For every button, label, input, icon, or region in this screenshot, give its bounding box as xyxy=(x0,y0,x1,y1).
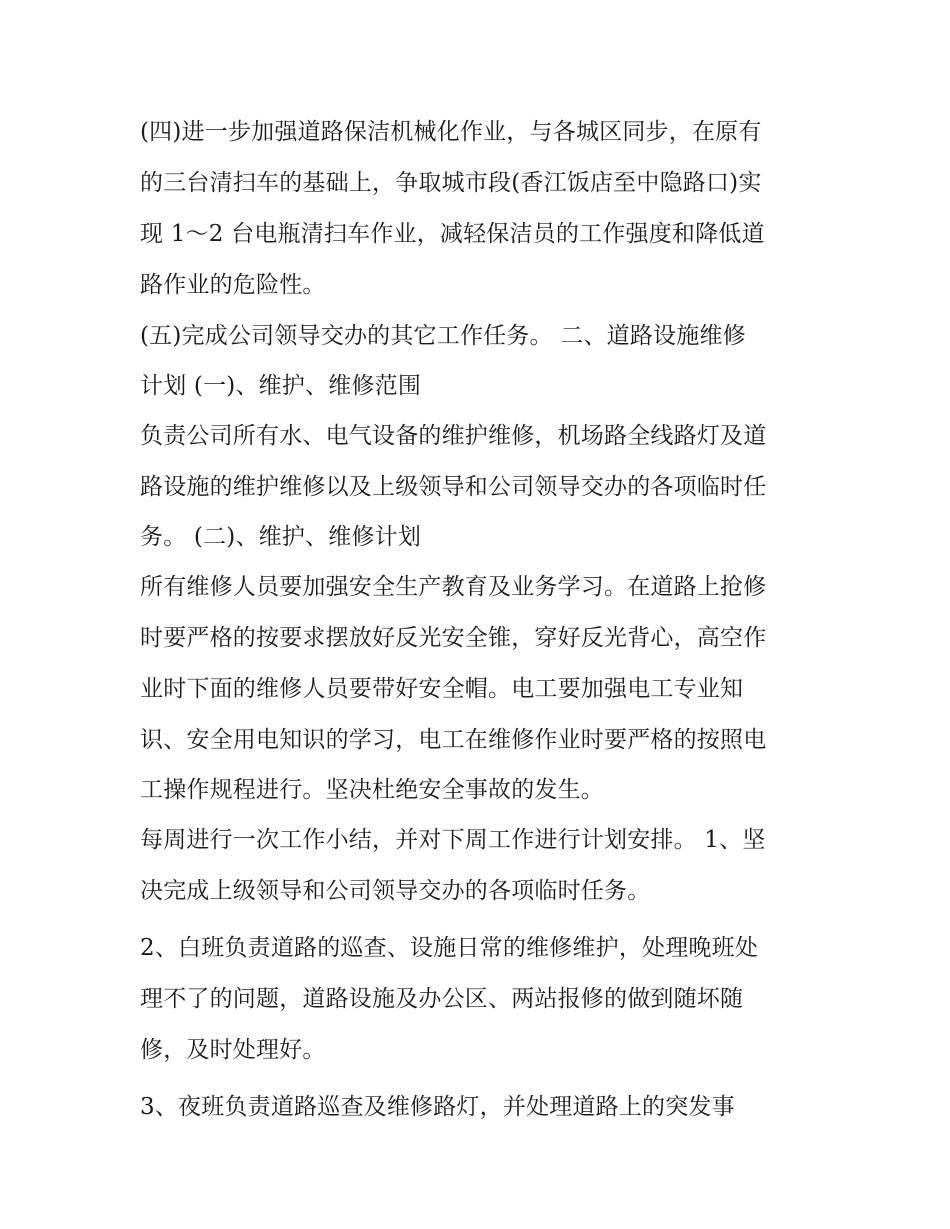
text-line-19: 修，及时处理好。 xyxy=(140,1037,326,1063)
text-line-10: 所有维修人员要加强安全生产教育及业务学习。在道路上抢修 xyxy=(140,574,767,600)
text-line-18: 理不了的问题，道路设施及办公区、两站报修的做到随坏随 xyxy=(140,986,744,1012)
text-line-16: 决完成上级领导和公司领导交办的各项临时任务。 xyxy=(140,878,651,904)
text-line-7: 负责公司所有水、电气设备的维护维修，机场路全线路灯及道 xyxy=(140,423,767,449)
text-line-4: 路作业的危险性。 xyxy=(140,272,326,298)
text-line-15: 每周进行一次工作小结，并对下周工作进行计划安排。 1、坚 xyxy=(140,827,766,853)
text-line-13: 识、安全用电知识的学习，电工在维修作业时要严格的按照电 xyxy=(140,727,767,753)
text-line-11: 时要严格的按要求摆放好反光安全锥，穿好反光背心，高空作 xyxy=(140,625,767,651)
text-line-6: 计划 (一)、维护、维修范围 xyxy=(140,373,422,399)
text-line-9: 务。 (二)、维护、维修计划 xyxy=(140,524,422,550)
text-line-2: 的三台清扫车的基础上，争取城市段(香江饭店至中隐路口)实 xyxy=(140,170,762,196)
text-line-12: 业时下面的维修人员要带好安全帽。电工要加强电工专业知 xyxy=(140,676,744,702)
text-line-8: 路设施的维护维修以及上级领导和公司领导交办的各项临时任 xyxy=(140,474,767,500)
text-line-20: 3、夜班负责道路巡查及维修路灯，并处理道路上的突发事 xyxy=(140,1094,735,1120)
text-line-3: 现 1～2 台电瓶清扫车作业，减轻保洁员的工作强度和降低道 xyxy=(140,221,765,247)
text-line-17: 2、白班负责道路的巡查、设施日常的维修维护，处理晚班处 xyxy=(140,935,759,961)
text-line-1: (四)进一步加强道路保洁机械化作业，与各城区同步，在原有 xyxy=(140,119,762,145)
text-line-14: 工操作规程进行。坚决杜绝安全事故的发生。 xyxy=(140,777,604,803)
text-line-5: (五)完成公司领导交办的其它工作任务。 二、道路设施维修 xyxy=(140,323,746,349)
document-page xyxy=(140,107,820,1133)
